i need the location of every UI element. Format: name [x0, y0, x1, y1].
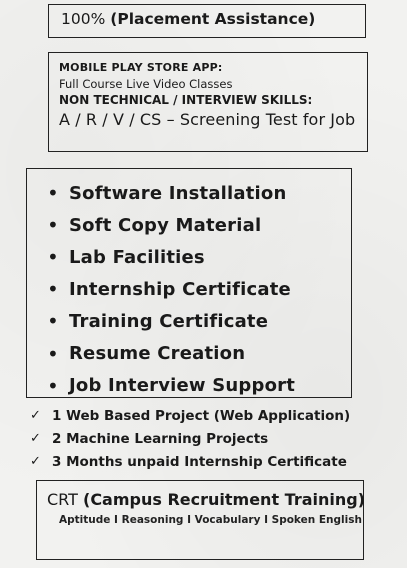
checklist-label: 1 Web Based Project (Web Application)	[52, 407, 351, 424]
placement-line	[61, 10, 365, 28]
feature-label: Resume Creation	[69, 343, 246, 365]
feature-label: Soft Copy Material	[69, 214, 262, 236]
feature-label: Software Installation	[69, 182, 287, 204]
placement-percent: 100%	[61, 10, 106, 28]
checkmark-icon: ✓	[30, 431, 41, 446]
skills-title: NON TECHNICAL / INTERVIEW SKILLS:	[59, 93, 313, 107]
checkmark-icon: ✓	[30, 454, 41, 469]
features-box	[26, 168, 352, 398]
checklist-item	[30, 427, 390, 450]
checkmark-icon: ✓	[30, 408, 41, 423]
bullet-icon: •	[47, 213, 59, 238]
bullet-icon: •	[47, 245, 59, 270]
feature-label: Job Interview Support	[69, 375, 296, 397]
feature-label: Training Certificate	[69, 310, 269, 332]
feature-label: Lab Facilities	[69, 246, 205, 268]
feature-item	[47, 177, 351, 209]
app-skills-box	[48, 52, 368, 152]
checklist-label: 3 Months unpaid Internship Certificate	[52, 453, 347, 470]
app-subtitle: Full Course Live Video Classes	[59, 77, 233, 91]
feature-item	[47, 370, 351, 402]
screening-line: A / R / V / CS – Screening Test for Job	[59, 110, 356, 129]
project-checklist	[30, 404, 390, 473]
feature-item	[47, 209, 351, 241]
feature-item	[47, 273, 351, 305]
app-title: MOBILE PLAY STORE APP:	[59, 61, 223, 74]
feature-item	[47, 305, 351, 337]
bullet-icon: •	[47, 309, 59, 334]
checklist-label: 2 Machine Learning Projects	[52, 430, 269, 447]
checklist-item	[30, 404, 390, 427]
bullet-icon: •	[47, 373, 59, 398]
crt-title	[47, 490, 366, 509]
crt-subtitle: Aptitude I Reasoning I Vocabulary I Spoken English	[59, 514, 362, 526]
feature-item	[47, 241, 351, 273]
placement-label: (Placement Assistance)	[110, 10, 316, 28]
crt-abbr: CRT	[47, 490, 78, 509]
bullet-icon: •	[47, 341, 59, 366]
checklist-item	[30, 450, 390, 473]
bullet-icon: •	[47, 181, 59, 206]
crt-label: (Campus Recruitment Training)	[83, 490, 366, 509]
crt-box	[36, 480, 364, 560]
bullet-icon: •	[47, 277, 59, 302]
feature-label: Internship Certificate	[69, 278, 291, 300]
feature-item	[47, 337, 351, 369]
placement-box	[48, 4, 366, 38]
